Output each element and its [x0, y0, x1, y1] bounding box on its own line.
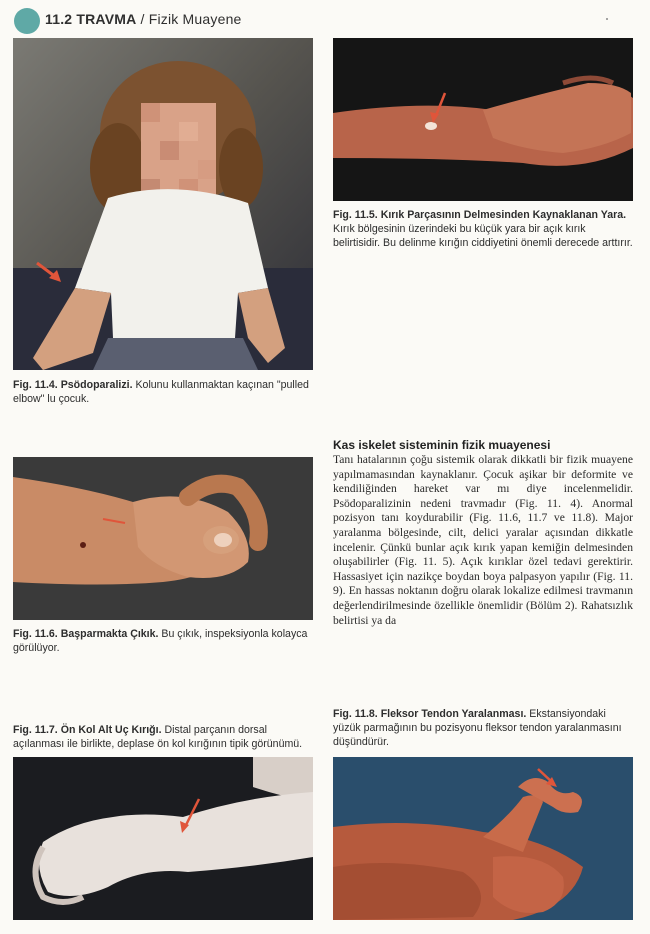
photo-fig-11-8 [333, 757, 633, 920]
section-number: 11.2 [45, 11, 73, 27]
caption-fig-11-4 [13, 378, 313, 406]
page-speck [606, 18, 608, 20]
caption-label: Fig. 11.6. [13, 628, 58, 640]
caption-label: Fig. 11.7. [13, 724, 58, 736]
caption-title: Psödoparalizi. [60, 379, 133, 391]
caption-text: Kolunu kullanmaktan kaçınan "pulled elbow" lu çocuk. [13, 379, 309, 405]
caption-title: Kırık Parçasının Delmesinden Kaynaklanan Yara. [380, 209, 627, 221]
photo-fig-11-4 [13, 38, 313, 370]
caption-text: Kırık bölgesinin üzerindeki bu küçük yara bir açık kırık belirtisidir. Bu delinme kırığın ciddiyetini önemli derecede arttırır. [333, 223, 633, 249]
caption-fig-11-8 [333, 707, 633, 749]
photo-fig-11-6 [13, 457, 313, 620]
caption-label: Fig. 11.8. [333, 708, 378, 720]
caption-title: Fleksor Tendon Yaralanması. [380, 708, 527, 720]
section-title-sub: / Fizik Muayene [136, 11, 242, 27]
section-badge-circle [14, 8, 40, 34]
section-heading: Kas iskelet sisteminin fizik muayenesi [333, 438, 551, 452]
running-header [45, 11, 242, 27]
photo-fig-11-7 [13, 757, 313, 920]
caption-title: Başparmakta Çıkık. [60, 628, 159, 640]
caption-text: Ekstansiyondaki yüzük parmağının bu pozisyonu fleksor tendon yaralanmasını düşündürür. [333, 708, 622, 748]
caption-text: Distal parçanın dorsal açılanması ile birlikte, deplase ön kol kırığının tipik görünümü. [13, 724, 303, 750]
section-body-text: Tanı hatalarının çoğu sistemik olarak dikkatli bir fizik muayene yapılmamasından kaynaklanır. Çocuk aşikar bir deformite ve kendiliğinden hareket var mı diye incelenmelidir. Psödoparalizinin nedeni travmadır (Fig. 11. 4). Anormal pozisyon tanı koydurabilir (Fig. 11.6, 11.7 ve 11.8). Major yaralanma bölgesinde, cilt, delici yaralar açısından dikkatle incelenir. Çünkü bunlar açık kırık yapan kemiğin delmesinden oluşabilirler (Fig. 11. 5). Açık kırıklar özel tedavi gerektirir. Hassasiyet için nazikçe boydan boya palpasyon yapılır (Fig. 11. 9). En hassas noktanın doğru olarak lokalize edilmesi travmanın değerlendirilmesinde özellikle önemlidir (Bölüm 2). Rahatsızlık belirtisi ya da [333, 453, 633, 627]
caption-label: Fig. 11.5. [333, 209, 378, 221]
photo-fig-11-5 [333, 38, 633, 201]
caption-fig-11-5 [333, 208, 633, 250]
caption-text: Bu çıkık, inspeksiyonla kolayca görülüyor. [13, 628, 308, 654]
section-title-bold: TRAVMA [76, 11, 137, 27]
caption-fig-11-6 [13, 627, 313, 655]
caption-title: Ön Kol Alt Uç Kırığı. [60, 724, 162, 736]
caption-fig-11-7 [13, 723, 313, 751]
caption-label: Fig. 11.4. [13, 379, 58, 391]
